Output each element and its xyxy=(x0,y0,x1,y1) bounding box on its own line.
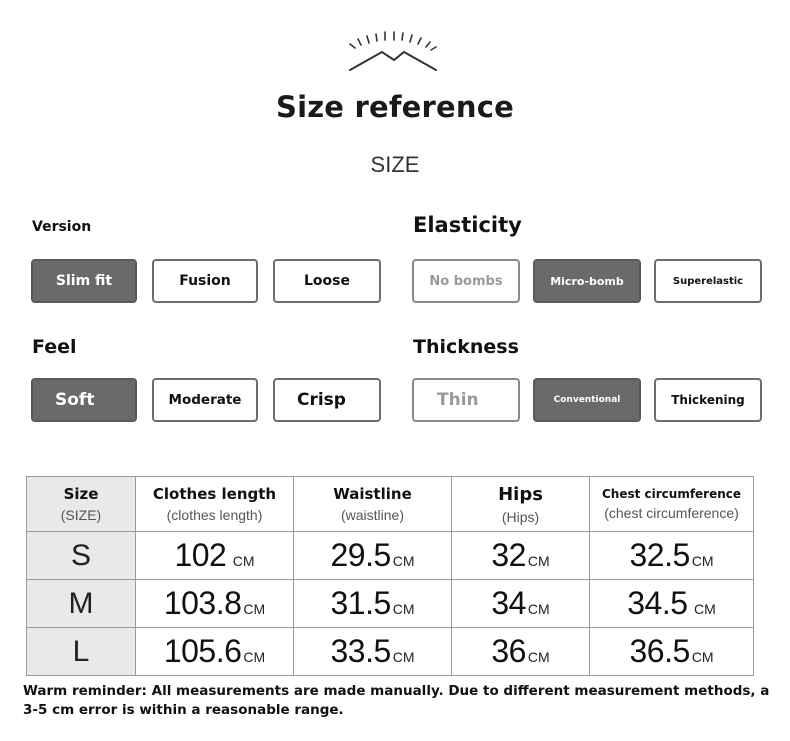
version-option-loose: Loose xyxy=(273,259,381,303)
thickness-label: Thickness xyxy=(413,336,519,358)
measure-cell xyxy=(136,580,294,628)
chest-value: 36.5 xyxy=(629,633,690,669)
unit-label: CM xyxy=(691,553,714,569)
header-size xyxy=(27,477,136,532)
chest-value: 32.5 xyxy=(629,537,690,573)
thickness-option-thickening: Thickening xyxy=(654,378,762,422)
unit-label: CM xyxy=(527,601,550,617)
elasticity-option-superelastic: Superelastic xyxy=(654,259,762,303)
page-title: Size reference xyxy=(275,90,514,124)
measure-cell xyxy=(294,532,452,580)
size-cell xyxy=(27,580,136,628)
hips-value: 34 xyxy=(491,585,526,621)
sunrise-mountain-icon xyxy=(346,30,440,74)
header-size-sub: (SIZE) xyxy=(60,507,102,523)
header-clothes-length-sub: (clothes length) xyxy=(166,507,263,523)
header-size-main: Size xyxy=(63,485,99,503)
size-value: L xyxy=(72,634,90,668)
unit-label: CM xyxy=(392,553,415,569)
version-option-slim-fit: Slim fit xyxy=(31,259,137,303)
hips-value: 36 xyxy=(491,633,526,669)
size-cell xyxy=(27,532,136,580)
measure-cell xyxy=(136,628,294,676)
unit-label: CM xyxy=(693,601,716,617)
measure-cell xyxy=(136,532,294,580)
unit-label: CM xyxy=(691,649,714,665)
unit-label: CM xyxy=(527,553,550,569)
measure-cell xyxy=(294,580,452,628)
feel-label: Feel xyxy=(32,336,77,358)
measure-cell xyxy=(590,580,754,628)
clothes-length-value: 105.6 xyxy=(163,633,242,669)
header-chest-sub: (chest circumference) xyxy=(604,505,739,521)
thickness-option-thin: Thin xyxy=(412,378,520,422)
feel-option-soft: Soft xyxy=(31,378,137,422)
table-header-row xyxy=(27,477,754,532)
header-clothes-length xyxy=(136,477,294,532)
header-chest-circumference xyxy=(590,477,754,532)
unit-label: CM xyxy=(243,649,266,665)
header-waistline xyxy=(294,477,452,532)
page-subtitle: SIZE xyxy=(370,152,420,177)
size-table xyxy=(26,476,754,676)
version-option-fusion: Fusion xyxy=(152,259,258,303)
size-value: S xyxy=(70,538,91,572)
header-clothes-length-main: Clothes length xyxy=(152,485,277,503)
header-hips xyxy=(452,477,590,532)
hips-value: 32 xyxy=(491,537,526,573)
waistline-value: 33.5 xyxy=(330,633,391,669)
table-row xyxy=(27,628,754,676)
unit-label: CM xyxy=(392,649,415,665)
unit-label: CM xyxy=(527,649,550,665)
header-hips-sub: (Hips) xyxy=(501,508,540,525)
feel-option-moderate: Moderate xyxy=(152,378,258,422)
waistline-value: 29.5 xyxy=(330,537,391,573)
measure-cell xyxy=(452,532,590,580)
header-chest-main: Chest circumference xyxy=(601,487,742,501)
warm-reminder-note: Warm reminder: All measurements are made manually. Due to different measurement methods, a 3-5 cm error is within a reasonable range. xyxy=(23,683,770,718)
feel-option-crisp: Crisp xyxy=(273,378,381,422)
elasticity-label: Elasticity xyxy=(413,213,522,237)
elasticity-option-micro-bomb: Micro-bomb xyxy=(533,259,641,303)
chest-value: 34.5 xyxy=(627,585,688,621)
header-hips-main: Hips xyxy=(498,483,543,505)
measure-cell xyxy=(452,580,590,628)
table-row xyxy=(27,580,754,628)
header-waistline-main: Waistline xyxy=(333,485,412,503)
measure-cell xyxy=(590,628,754,676)
table-row xyxy=(27,532,754,580)
measure-cell xyxy=(294,628,452,676)
version-label: Version xyxy=(32,219,92,235)
unit-label: CM xyxy=(392,601,415,617)
measure-cell xyxy=(452,628,590,676)
elasticity-option-no-bombs: No bombs xyxy=(412,259,520,303)
measure-cell xyxy=(590,532,754,580)
clothes-length-value: 103.8 xyxy=(163,585,242,621)
clothes-length-value: 102 xyxy=(174,537,227,573)
unit-label: CM xyxy=(232,553,255,569)
thickness-option-conventional: Conventional xyxy=(533,378,641,422)
header-waistline-sub: (waistline) xyxy=(340,507,404,523)
size-cell xyxy=(27,628,136,676)
unit-label: CM xyxy=(243,601,266,617)
waistline-value: 31.5 xyxy=(330,585,391,621)
size-value: M xyxy=(68,586,94,620)
